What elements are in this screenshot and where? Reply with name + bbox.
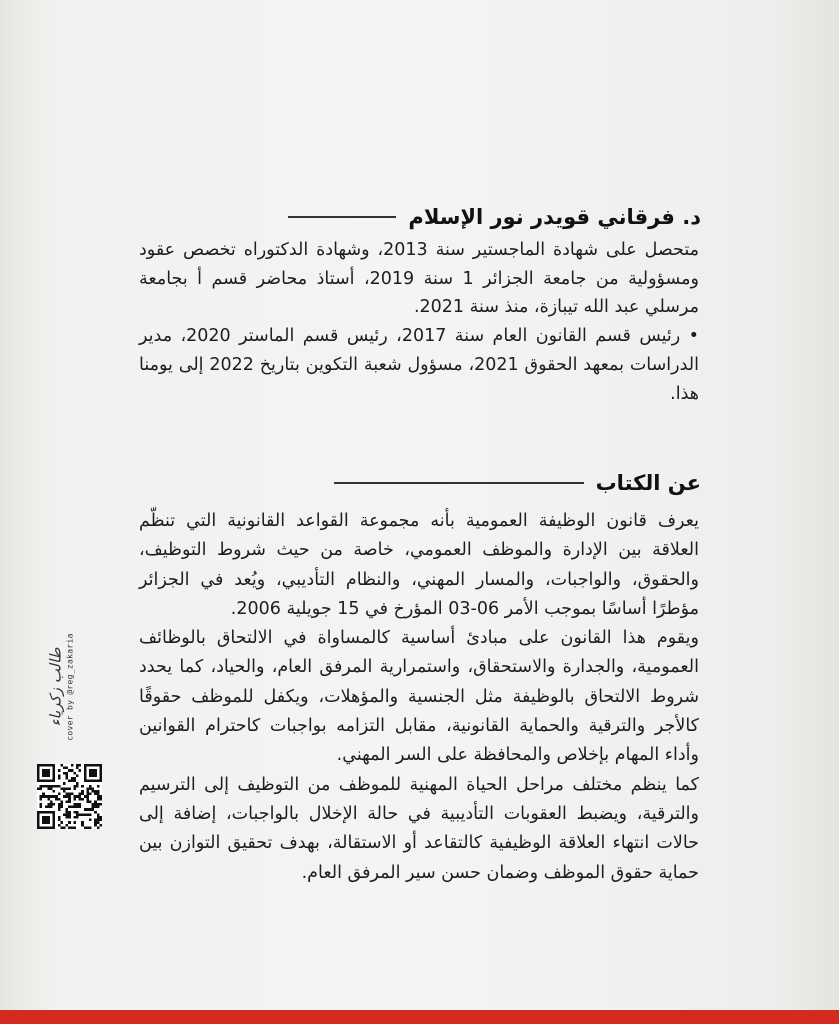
book-heading-rule	[334, 482, 584, 484]
qr-code-icon	[37, 764, 102, 829]
about-book-heading: عن الكتاب	[595, 471, 701, 495]
author-bio-paragraph: متحصل على شهادة الماجستير سنة 2013، وشهادة الدكتوراه تخصص عقود ومسؤولية من جامعة الجزائر 1 سنة 2019، أستاذ محاضر قسم أ بجامعة مرسلي عبد الله تيبازة، منذ سنة 2021.	[139, 240, 699, 318]
red-bottom-strip	[0, 1010, 839, 1024]
author-heading-rule	[288, 216, 396, 218]
book-paragraph-2: ويقوم هذا القانون على مبادئ أساسية كالمساواة في الالتحاق بالوظائف العمومية، والجدارة والاستحقاق، واستمرارية المرفق العام، والحياد، كما يحدد شروط الالتحاق بالوظيفة مثل الجنسية والمؤهلات، ويكفل للموظف حقوقًا كالأجر والترقية والحماية القانونية، مقابل التزامه بواجبات كاحترام القوانين وأداء المهام بإخلاص والمحافظة على السر المهني.	[139, 628, 699, 766]
book-description	[139, 507, 699, 888]
author-name-heading: د. فرقاني قويدر نور الإسلام	[408, 205, 701, 229]
author-section-heading	[288, 201, 701, 233]
book-paragraph-3: كما ينظم مختلف مراحل الحياة المهنية للموظف من التوظيف إلى الترسيم والترقية، ويضبط العقوبات التأديبية في حالة الإخلال بالواجبات، إضافة إلى حالات انتهاء العلاقة الوظيفية كالتقاعد أو الاستقالة، بهدف تحقيق التوازن بين حماية حقوق الموظف وضمان حسن سير المرفق العام.	[139, 774, 699, 883]
designer-signature: ﻃﺎﻟﺐ ﺯﻛﺮﻳﺎﺀ	[46, 647, 65, 727]
cover-designer-credit	[22, 618, 100, 756]
author-roles-paragraph: • رئيس قسم القانون العام سنة 2017، رئيس قسم الماستر 2020، مدير الدراسات بمعهد الحقوق 2021، مسؤول شعبة التكوين بتاريخ 2022 إلى يومنا هذا.	[139, 322, 699, 408]
author-bio	[139, 236, 699, 408]
book-paragraph-1: يعرف قانون الوظيفة العمومية بأنه مجموعة القواعد القانونية التي تنظّم العلاقة بين الإدارة والموظف العمومي، خاصة من حيث شروط التوظيف، والحقوق، والواجبات، والمسار المهني، والنظام التأديبي، ويُعد في الجزائر مؤطرًا أساسًا بموجب الأمر 06-03 المؤرخ في 15 جويلية 2006.	[139, 511, 699, 619]
book-section-heading	[334, 467, 701, 499]
designer-credit-text: cover by @reg_zakaria	[65, 633, 75, 741]
